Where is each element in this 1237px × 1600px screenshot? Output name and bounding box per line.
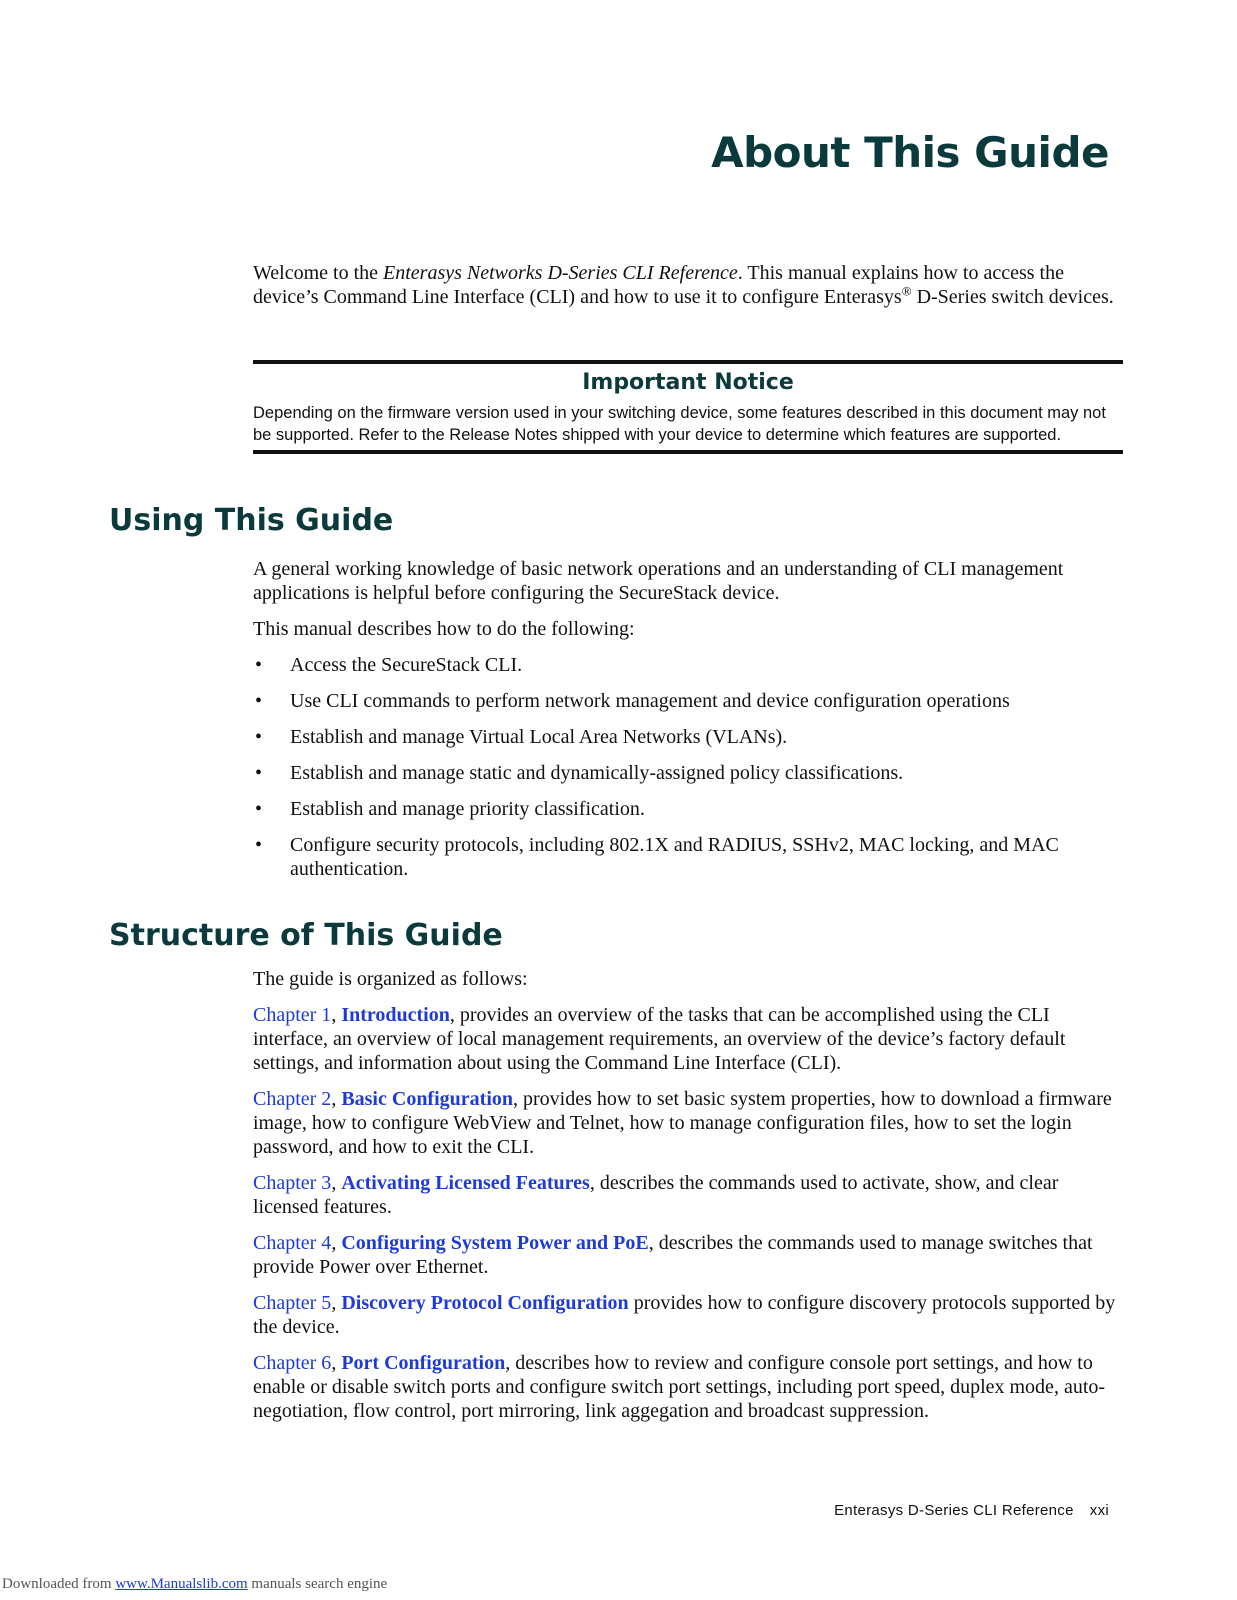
bullet-dot: •	[255, 762, 263, 784]
chapter-entry	[253, 1351, 1123, 1423]
chapter-entry	[253, 1291, 1123, 1339]
bullet-text: Access the SecureStack CLI.	[290, 654, 523, 676]
download-suffix: manuals search engine	[247, 1576, 388, 1592]
chapter-description: , provides an overview of the tasks that can be accomplished using the CLI interface, an overview of local management requirements, an overview of the device’s factory default settings, and information about using the Command Line Interface (CLI).	[253, 1004, 1066, 1074]
chapter-title-link[interactable]: Activating Licensed Features	[341, 1172, 590, 1194]
chapter-entry	[253, 1231, 1123, 1279]
page-footer	[834, 1502, 1109, 1519]
using-paragraph-1: A general working knowledge of basic network operations and an understanding of CLI management applications is helpful before configuring the SecureStack device.	[253, 558, 1064, 604]
bullet-dot: •	[255, 654, 263, 676]
bullet-dot: •	[255, 726, 263, 748]
download-note	[2, 1576, 387, 1593]
intro-middle: . This manual explains how to access the device’s Command Line Interface (CLI) and how to use it to configure Enterasys	[253, 262, 1064, 308]
book-title: Enterasys Networks D-Series CLI Reference	[383, 262, 738, 284]
chapter-title-link[interactable]: Basic Configuration	[341, 1088, 513, 1110]
chapter-title-link[interactable]: Port Configuration	[341, 1352, 506, 1374]
chapter-link[interactable]: Chapter 5	[253, 1292, 332, 1314]
bullet-text: Establish and manage static and dynamically-assigned policy classifications.	[290, 762, 904, 784]
intro-prefix: Welcome to the	[253, 262, 384, 284]
notice-text: Depending on the firmware version used in your switching device, some features described in this document may not be supported. Refer to the Release Notes shipped with your device to determine which features are supported.	[253, 404, 1106, 444]
chapter-sep: ,	[331, 1232, 342, 1254]
bullet-text: Establish and manage Virtual Local Area Networks (VLANs).	[290, 726, 788, 748]
registered-mark: ®	[901, 283, 912, 299]
chapter-link[interactable]: Chapter 3	[253, 1172, 332, 1194]
section-heading-using: Using This Guide	[109, 503, 394, 538]
bullet-dot: •	[255, 834, 263, 856]
page-number: xxi	[1089, 1502, 1109, 1519]
chapter-link[interactable]: Chapter 2	[253, 1088, 332, 1110]
using-bullet-list	[253, 653, 1123, 881]
bullet-text: Configure security protocols, including 802.1X and RADIUS, SSHv2, MAC locking, and MAC authentication.	[290, 834, 1059, 880]
chapter-entry	[253, 1171, 1123, 1219]
chapter-description: , provides how to set basic system properties, how to download a firmware image, how to configure WebView and Telnet, how to manage configuration files, how to set the login password, and how to exit the CLI.	[253, 1088, 1112, 1158]
page-title: About This Guide	[711, 128, 1109, 177]
chapter-entry	[253, 1003, 1123, 1075]
bullet-dot: •	[255, 690, 263, 712]
bullet-item	[253, 653, 1123, 677]
chapter-description: provides how to configure discovery protocols supported by the device.	[253, 1292, 1116, 1338]
bullet-item	[253, 725, 1123, 749]
chapter-title-link[interactable]: Introduction	[341, 1004, 450, 1026]
bullet-text: Establish and manage priority classification.	[290, 798, 645, 820]
chapter-title-link[interactable]: Configuring System Power and PoE	[341, 1232, 649, 1254]
chapter-sep: ,	[331, 1352, 342, 1374]
using-paragraph-2: This manual describes how to do the following:	[253, 618, 635, 640]
structure-intro: The guide is organized as follows:	[253, 968, 528, 990]
manualslib-link[interactable]: www.Manualslib.com	[115, 1576, 248, 1592]
intro-paragraph	[253, 261, 1123, 309]
footer-book-title: Enterasys D-Series CLI Reference	[834, 1502, 1074, 1519]
chapter-entry	[253, 1087, 1123, 1159]
structure-section	[253, 967, 1123, 1435]
intro-suffix: D-Series switch devices.	[911, 286, 1114, 308]
chapter-sep: ,	[331, 1004, 342, 1026]
chapter-link[interactable]: Chapter 6	[253, 1352, 332, 1374]
bullet-item	[253, 689, 1123, 713]
bullet-item	[253, 797, 1123, 821]
bullet-item	[253, 833, 1123, 881]
chapter-description: , describes how to review and configure console port settings, and how to enable or disable switch ports and configure switch port settings, including port speed, duplex mode, auto-negotiation, flow control, port mirroring, link aggegation and broadcast suppression.	[253, 1352, 1106, 1422]
using-section	[253, 557, 1123, 893]
chapter-link[interactable]: Chapter 4	[253, 1232, 332, 1254]
chapter-sep: ,	[331, 1292, 342, 1314]
bullet-item	[253, 761, 1123, 785]
chapter-sep: ,	[331, 1088, 342, 1110]
important-notice-box	[253, 360, 1123, 454]
download-prefix: Downloaded from	[2, 1576, 116, 1592]
chapter-title-link[interactable]: Discovery Protocol Configuration	[341, 1292, 629, 1314]
bullet-dot: •	[255, 798, 263, 820]
chapter-sep: ,	[331, 1172, 342, 1194]
chapter-description: , describes the commands used to manage switches that provide Power over Ethernet.	[253, 1232, 1093, 1278]
notice-title: Important Notice	[582, 370, 794, 395]
section-heading-structure: Structure of This Guide	[109, 918, 503, 953]
bullet-text: Use CLI commands to perform network management and device configuration operations	[290, 690, 1010, 712]
chapter-description: , describes the commands used to activate, show, and clear licensed features.	[253, 1172, 1059, 1218]
chapter-link[interactable]: Chapter 1	[253, 1004, 332, 1026]
